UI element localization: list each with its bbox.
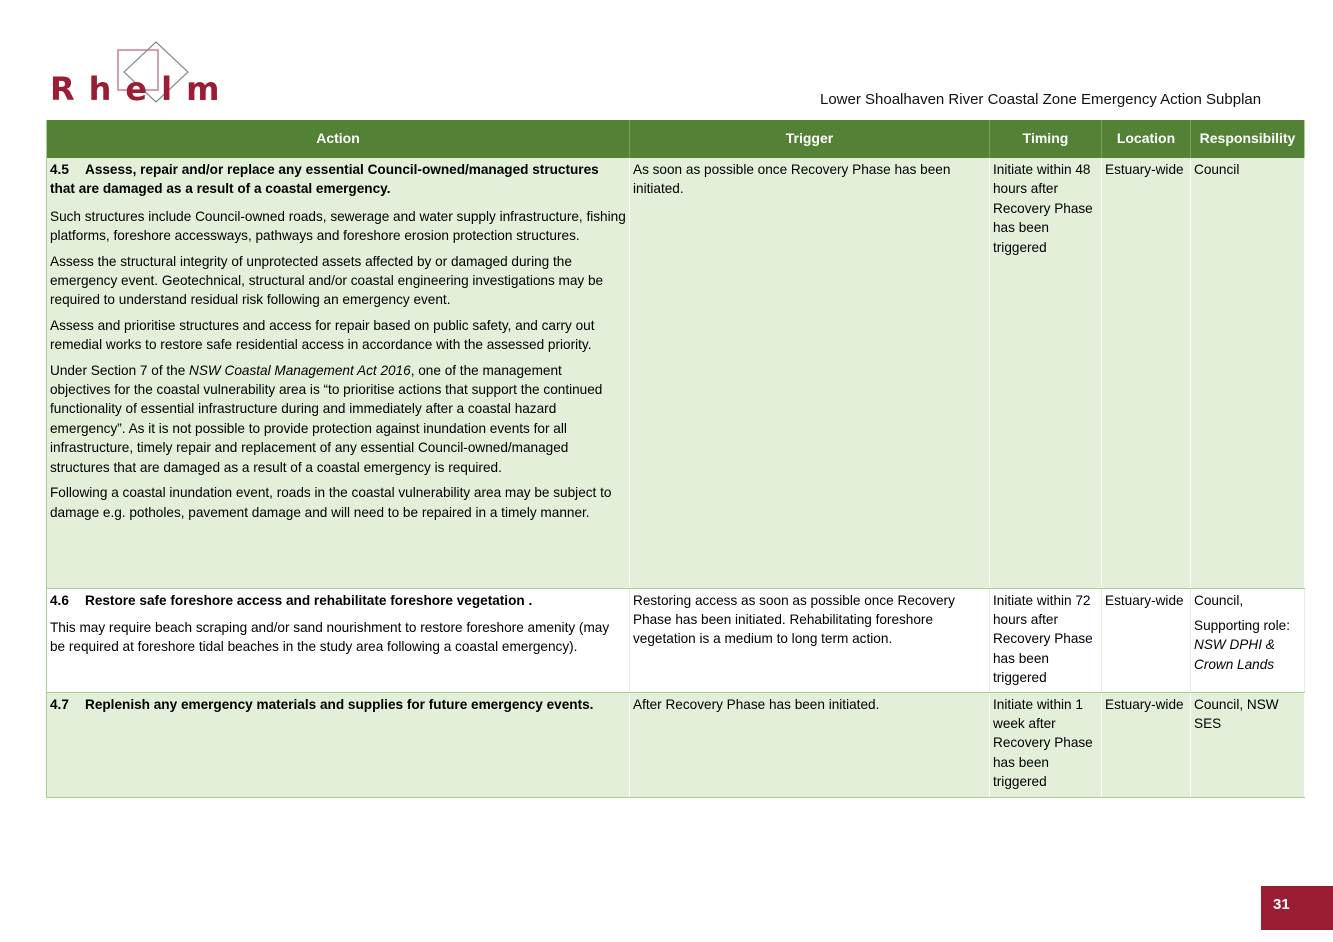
action-paragraph: Assess and prioritise structures and access for repair based on public safety, and carry out remedial works to restore safe residential access in accordance with the assessed priority. [50, 317, 595, 353]
action-title-text: Restore safe foreshore access and rehabilitate foreshore vegetation . [85, 592, 533, 608]
action-number: 4.7 [50, 696, 69, 712]
action-paragraph-section7 [50, 361, 626, 477]
timing-cell: Initiate within 48 hours after Recovery Phase has been triggered [990, 158, 1102, 588]
location-cell: Estuary-wide [1102, 588, 1191, 692]
timing-cell: Initiate within 1 week after Recovery Phase has been triggered [990, 692, 1102, 797]
trigger-cell: Restoring access as soon as possible once Recovery Phase has been initiated. Rehabilitating foreshore vegetation is a medium to long term action. [630, 588, 990, 692]
table-header-row [47, 120, 1305, 158]
document-title: Lower Shoalhaven River Coastal Zone Emergency Action Subplan [820, 91, 1262, 108]
action-title-text: Assess, repair and/or replace any essential Council-owned/managed structures that are damaged as a result of a coastal emergency. [50, 162, 599, 197]
action-cell [47, 158, 630, 588]
column-header-responsibility: Responsibility [1191, 120, 1305, 158]
timing-cell: Initiate within 72 hours after Recovery Phase has been triggered [990, 588, 1102, 692]
action-number: 4.6 [50, 592, 69, 608]
responsibility-support-label: Supporting role: [1194, 617, 1290, 633]
responsibility-primary: Council, [1194, 592, 1244, 608]
location-cell: Estuary-wide [1102, 692, 1191, 797]
responsibility-cell: Council [1191, 158, 1305, 588]
act-reference: NSW Coastal Management Act 2016 [189, 362, 411, 378]
page-number: 31 [1261, 886, 1333, 930]
action-paragraph: Assess the structural integrity of unprotected assets affected by or damaged during the emergency event. Geotechnical, structural and/or coastal engineering investigations may be required to understand residual risk following an emergency event. [50, 253, 604, 308]
column-header-location: Location [1102, 120, 1191, 158]
table-row [47, 692, 1305, 797]
responsibility-cell: Council, NSW SES [1191, 692, 1305, 797]
responsibility-support: NSW DPHI & Crown Lands [1194, 637, 1275, 672]
action-title-text: Replenish any emergency materials and supplies for future emergency events. [85, 696, 594, 712]
action-cell [47, 588, 630, 692]
trigger-cell: After Recovery Phase has been initiated. [630, 692, 990, 797]
action-paragraph: Following a coastal inundation event, roads in the coastal vulnerability area may be subject to damage e.g. potholes, pavement damage and will need to be repaired in a timely manner. [50, 485, 612, 520]
logo-text: Rhelm [50, 70, 234, 108]
action-paragraph: Such structures include Council-owned roads, sewerage and water supply infrastructure, fishing platforms, foreshore accessways, pathways and foreshore erosion protection structures. [50, 208, 626, 244]
action-number: 4.5 [50, 162, 69, 177]
location-cell: Estuary-wide [1102, 158, 1191, 588]
action-cell [47, 692, 630, 797]
table-row [47, 158, 1305, 588]
text-span: , one of the management objectives for the coastal vulnerability area is “to prioritise actions that support the continued functionality of essential infrastructure during and immediately after a coastal hazard emergency”. As it is not possible to provide protection against inundation events for all infrastructure, timely repair and replacement of any essential Council-owned/managed structures that are damaged as a result of a coastal emergency is required. [50, 362, 603, 475]
column-header-action: Action [47, 120, 630, 158]
action-paragraph: This may require beach scraping and/or sand nourishment to restore foreshore amenity (may be required at foreshore tidal beaches in the study area following a coastal emergency). [50, 619, 610, 655]
table-row [47, 588, 1305, 692]
action-table [46, 120, 1305, 798]
action-title [50, 695, 626, 714]
rhelm-logo [48, 40, 234, 108]
column-header-timing: Timing [990, 120, 1102, 158]
action-title [50, 591, 626, 610]
responsibility-cell [1191, 588, 1305, 692]
action-title [50, 160, 626, 199]
column-header-trigger: Trigger [630, 120, 990, 158]
text-span: Under Section 7 of the [50, 362, 190, 378]
trigger-cell: As soon as possible once Recovery Phase has been initiated. [630, 158, 990, 588]
